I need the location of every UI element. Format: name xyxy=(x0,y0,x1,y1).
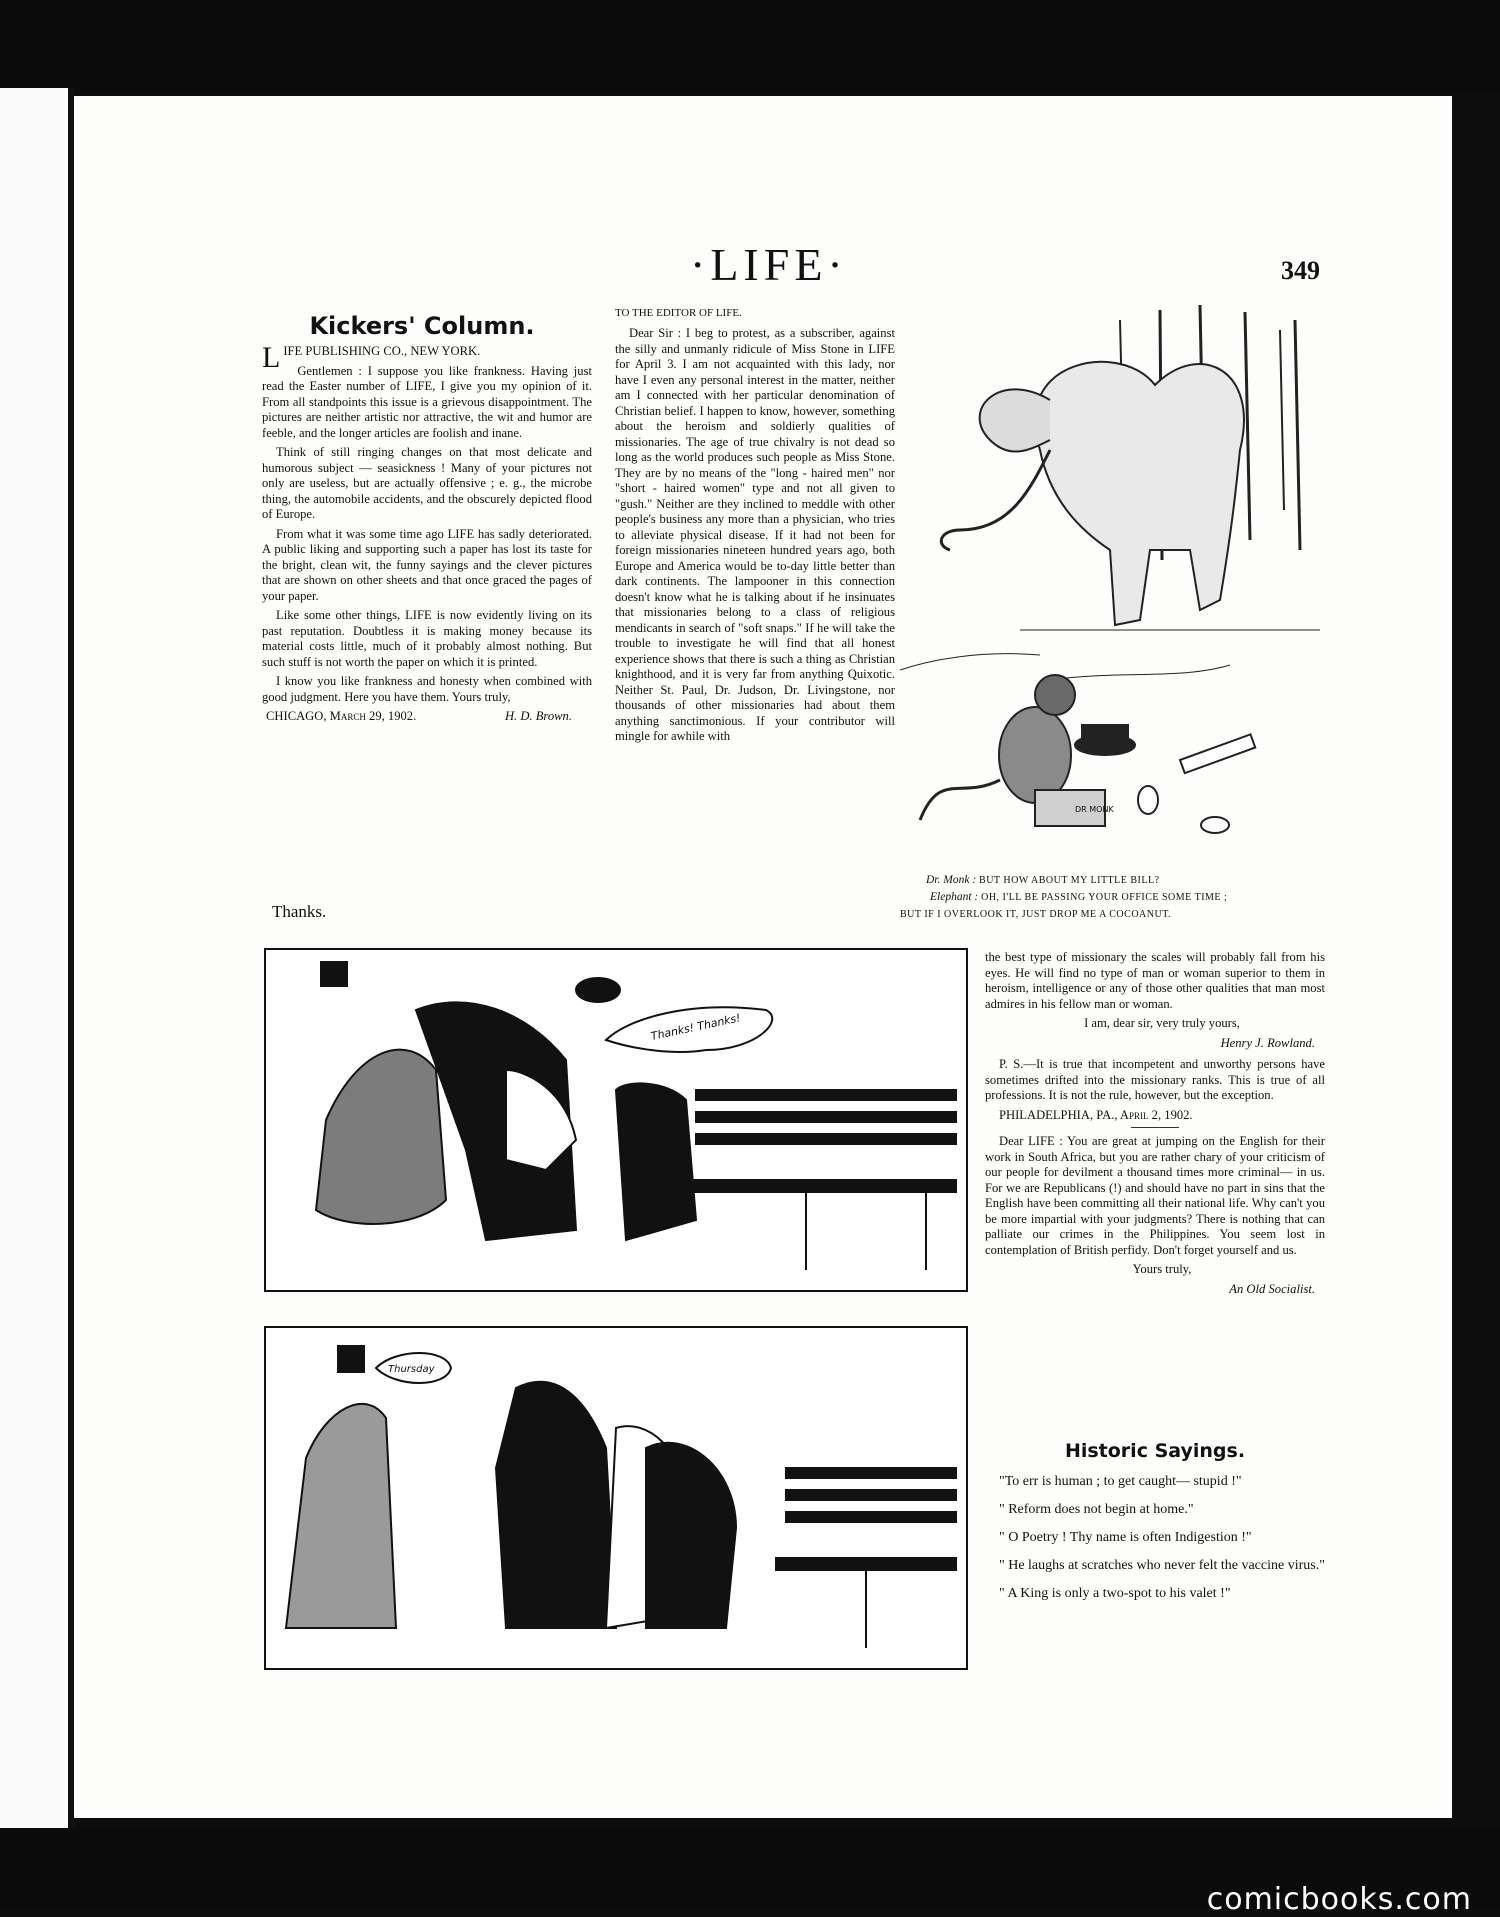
letter-rowland-body xyxy=(615,326,895,932)
elephant-body xyxy=(1035,362,1244,625)
bubble-text: Thursday xyxy=(388,1364,435,1375)
letter-socialist: Dear LIFE : You are great at jumping on the English for their work in South Africa, but you are rather chary of your criticism of our people for devilment a thousand times more criminal— in us. For we are Republicans (!) and should have no part in sins that the English have been committing all their national life. Why can't you be more impartial with your judgments? There is nothing that can palliate our crimes in the Philippines. You seem lost in contemplation of British perfidy. Don't forget yourself and us. xyxy=(985,1134,1325,1257)
scan-border-top xyxy=(0,0,1500,90)
letter-salutation: TO THE EDITOR OF LIFE. xyxy=(615,307,742,319)
bench-slat xyxy=(786,1512,956,1522)
letter-ps: P. S.—It is true that incompetent and unworthy persons have sometimes drifted into the missionary ranks. This is true of all professions. It is not the rule, however, but the exception. xyxy=(985,1057,1325,1102)
caption-speaker-monk: Dr. Monk : xyxy=(926,874,977,886)
man-figure xyxy=(616,1083,696,1240)
bench-seat xyxy=(686,1180,956,1192)
saw xyxy=(1180,734,1255,773)
letter-rowland-part2 xyxy=(985,950,1325,1297)
saying-item: " O Poetry ! Thy name is often Indigestion !" xyxy=(999,1530,1252,1545)
bubble-text: Thanks! Thanks! xyxy=(649,1011,742,1044)
kickers-paragraph: From what it was some time ago LIFE has sadly deteriorated. A public liking and supporting such a paper has lost its taste for the bright, clean wit, the funny sayings and the clever pictures that are shown on other sheets and that once graced the pages of your paper. xyxy=(262,526,592,603)
caption-line: BUT IF I OVERLOOK IT, JUST DROP ME A COCOANUT. xyxy=(900,909,1172,920)
kickers-address: IFE PUBLISHING CO., NEW YORK. xyxy=(283,344,481,358)
historic-sayings-list xyxy=(985,1472,1325,1612)
letter-place-date: PHILADELPHIA, PA., April 2, 1902. xyxy=(999,1107,1193,1122)
monkey-body xyxy=(999,707,1071,803)
kickers-paragraph: I know you like frankness and honesty when combined with good judgment. Here you have them. Yours truly, xyxy=(262,674,592,704)
elephant-trunk xyxy=(941,450,1050,550)
letter-paragraph: the best type of missionary the scales will probably fall from his eyes. He will find no type of man or woman superior to them in heroism, intelligence or any of those other qualities that man most admires in his fellow man or woman. xyxy=(985,950,1325,1011)
waving-man xyxy=(286,1404,396,1628)
kickers-paragraph: Like some other things, LIFE is now evidently living on its past reputation. Doubtless it is making money because its material costs little, much of it probably almost nothing. But such stuff is not worth the paper on which it is printed. xyxy=(262,608,592,669)
bench-slat xyxy=(786,1490,956,1500)
top-hat-crown xyxy=(1082,725,1128,747)
box-label: DR MONK xyxy=(1075,805,1114,814)
letter-signature: An Old Socialist. xyxy=(1229,1281,1315,1296)
kickers-signature: H. D. Brown. xyxy=(504,709,572,723)
elephant-ear xyxy=(980,389,1050,451)
bench-slat xyxy=(786,1468,956,1478)
kickers-address-line xyxy=(262,341,592,374)
adjacent-page-edge xyxy=(0,88,74,1828)
comic-art-hug xyxy=(266,950,966,1290)
caption-line: BUT HOW ABOUT MY LITTLE BILL? xyxy=(979,875,1160,886)
top-hat xyxy=(338,1346,364,1372)
drop-cap: L xyxy=(262,341,281,374)
caption-line: OH, I'LL BE PASSING YOUR OFFICE SOME TIME ; xyxy=(981,892,1228,903)
departing-men xyxy=(496,1382,616,1628)
caption-speaker-elephant: Elephant : xyxy=(930,891,979,903)
elephant-monkey-illustration xyxy=(900,300,1330,860)
bench-slat xyxy=(696,1112,956,1122)
kickers-title: Kickers' Column. xyxy=(309,312,535,340)
top-hat xyxy=(321,962,347,986)
kickers-paragraph: Gentlemen : I suppose you like frankness. Having just read the Easter number of LIFE, I give you my opinion of it. From all standpoints this issue is a grievous disappointment. The pictures are neither artistic nor attractive, the wit and humor are feeble, and the longer articles are foolish and inane. xyxy=(262,363,592,440)
monkey-tail xyxy=(920,780,1000,820)
bench-slat xyxy=(696,1090,956,1100)
letter-paragraph: Dear Sir : I beg to protest, as a subscriber, against the silly and unmanly ridicule of Miss Stone in LIFE for April 3. I am not acquainted with this lady, nor have I even any personal interest in the matter, neither am I connected with her particular denomination of Christian belief. I happen to know, however, something about the heroism and soldierly qualities of missionaries. The age of true chivalry is not dead so long as the world produces such people as Miss Stone. They are by no means of the "long - haired men" nor "short - haired women" type and not all given to "gush." Neither are they inclined to meddle with other people's business any more than a physician, who tries to alleviate physical disease. If it had not been for foreign missionaries nineteen hundred years ago, both Europe and America would be to-day little better than dark continents. The lampooner in this connection doesn't know what he is talking about if he insinuates that missionaries belong to a class of religious mendicants in search of "soft snaps." If he will take the trouble to investigate he will find that all honest experience shows that there is such a thing as Christian knighthood, and it is very far from anything Quixotic. Neither St. Paul, Dr. Judson, Dr. Livingstone, nor thousands of other missionaries had about them anything sanctimonious. If your contributor will mingle for awhile with xyxy=(615,326,895,743)
letter-closing: Yours truly, xyxy=(1132,1262,1192,1276)
elephant-caption xyxy=(900,872,1330,923)
woman-figure xyxy=(316,1050,446,1224)
hunched-man xyxy=(646,1443,736,1628)
letter-closing: I am, dear sir, very truly yours, xyxy=(1084,1016,1240,1030)
page-number: 349 xyxy=(1281,256,1320,285)
divider xyxy=(1131,1127,1179,1128)
source-watermark: comicbooks.com xyxy=(1206,1882,1472,1917)
kickers-column xyxy=(262,341,592,725)
thanks-title: Thanks. xyxy=(272,902,327,921)
letter-signature: Henry J. Rowland. xyxy=(1220,1035,1315,1050)
masthead: ·LIFE· xyxy=(690,239,848,290)
comic-art-walkaway xyxy=(266,1328,966,1668)
thrown-hat xyxy=(576,978,620,1002)
saying-item: " A King is only a two-spot to his valet !" xyxy=(999,1586,1231,1601)
kickers-place-date: CHICAGO, March 29, 1902. xyxy=(266,709,417,723)
comic-panel-1 xyxy=(264,948,968,1292)
saying-item: " Reform does not begin at home." xyxy=(999,1502,1194,1517)
comic-panel-2 xyxy=(264,1326,968,1670)
saying-item: "To err is human ; to get caught— stupid !" xyxy=(999,1474,1242,1489)
bench-slat xyxy=(696,1134,956,1144)
saying-item: " He laughs at scratches who never felt the vaccine virus." xyxy=(999,1558,1325,1573)
monkey-head xyxy=(1035,675,1075,715)
kickers-paragraph: Think of still ringing changes on that most delicate and humorous subject — seasickness ! Many of your pictures not only are useless, but are actually offensive ; e. g., the microbe thing, the automobile accidents, and the obscurely depicted flood of Europe. xyxy=(262,445,592,521)
historic-sayings-title: Historic Sayings. xyxy=(1064,1440,1246,1462)
